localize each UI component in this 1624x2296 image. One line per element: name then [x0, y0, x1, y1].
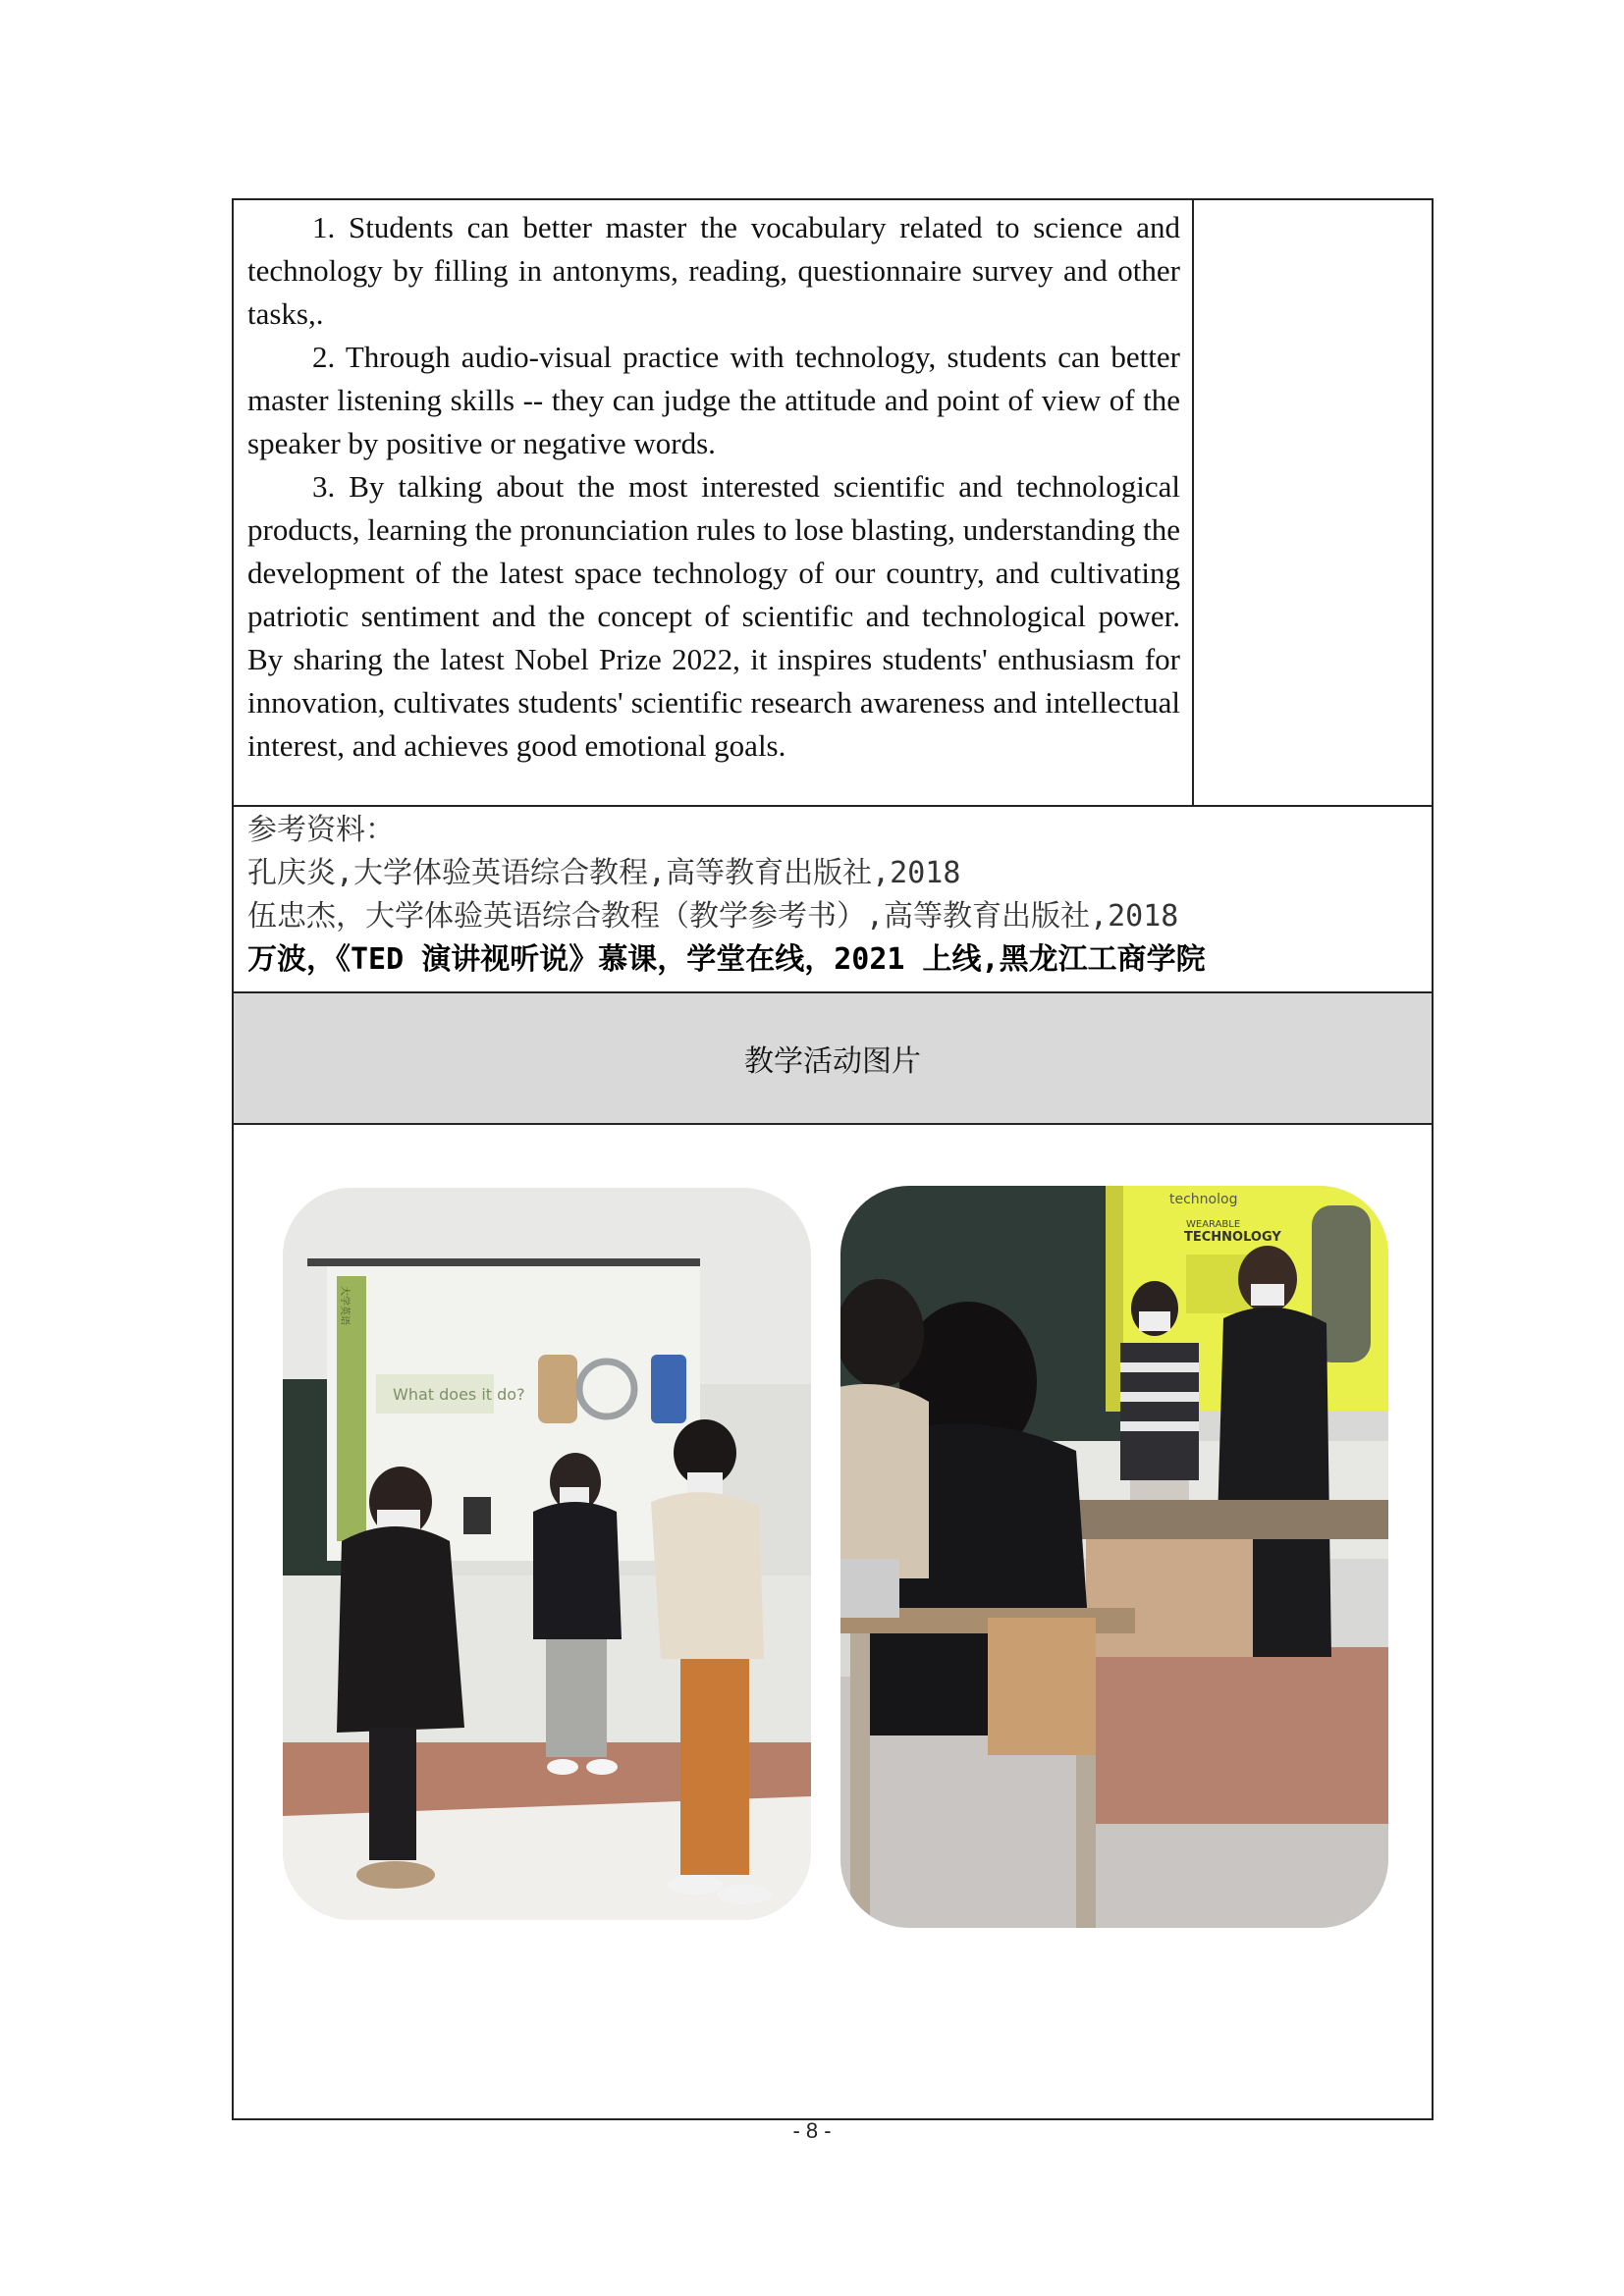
slide-label: technolog — [1169, 1192, 1238, 1207]
objective-paragraph-3: 3. By talking about the most interested scientific and technological products, learning the pronunciation rules to lose blasting, understanding the development of the latest space technology of our country, and cultivating patriotic sentiment and the concept of scientific and technological power. By sharing the latest Nobel Prize 2022, it inspires students' enthusiasm for innovation, cultivates students' scientific research awareness and intellectual interest, and achieves good emotional goals. — [247, 469, 1180, 763]
activity-photo-left — [283, 1188, 811, 1920]
slide-heading-1: WEARABLE — [1186, 1219, 1241, 1230]
references-heading: 参考资料： — [247, 813, 395, 847]
classroom-presentation-image — [283, 1188, 811, 1920]
page-number: - 8 - — [792, 2118, 832, 2143]
classroom-discussion-image — [840, 1186, 1388, 1928]
objectives-side-cell — [1196, 200, 1432, 805]
slide-caption: What does it do? — [393, 1385, 525, 1404]
reference-item-1: 孔庆炎,大学体验英语综合教程,高等教育出版社,2018 — [247, 856, 961, 890]
activity-photos-header — [234, 993, 1432, 1125]
lesson-plan-table — [232, 198, 1434, 2120]
objective-paragraph-2: 2. Through audio-visual practice with technology, students can better master listening skills -- they can judge the attitude and point of view of the speaker by positive or negative words. — [247, 340, 1180, 460]
objectives-row — [234, 200, 1432, 807]
slide-side-caption: 大学英语 — [339, 1286, 350, 1325]
references-row — [234, 807, 1432, 993]
activity-photo-right — [840, 1186, 1388, 1928]
reference-item-2: 伍忠杰，大学体验英语综合教程（教学参考书）,高等教育出版社,2018 — [247, 899, 1179, 934]
reference-item-3: 万波，《TED 演讲视听说》慕课，学堂在线，2021 上线,黑龙江工商学院 — [247, 942, 1206, 977]
objectives-cell — [234, 200, 1194, 805]
objective-paragraph-1: 1. Students can better master the vocabulary related to science and technology by filling in antonyms, reading, questionnaire survey and other tasks,. — [247, 210, 1180, 331]
slide-heading-2: TECHNOLOGY — [1184, 1230, 1281, 1245]
activity-photos-title: 教学活动图片 — [744, 1044, 921, 1079]
